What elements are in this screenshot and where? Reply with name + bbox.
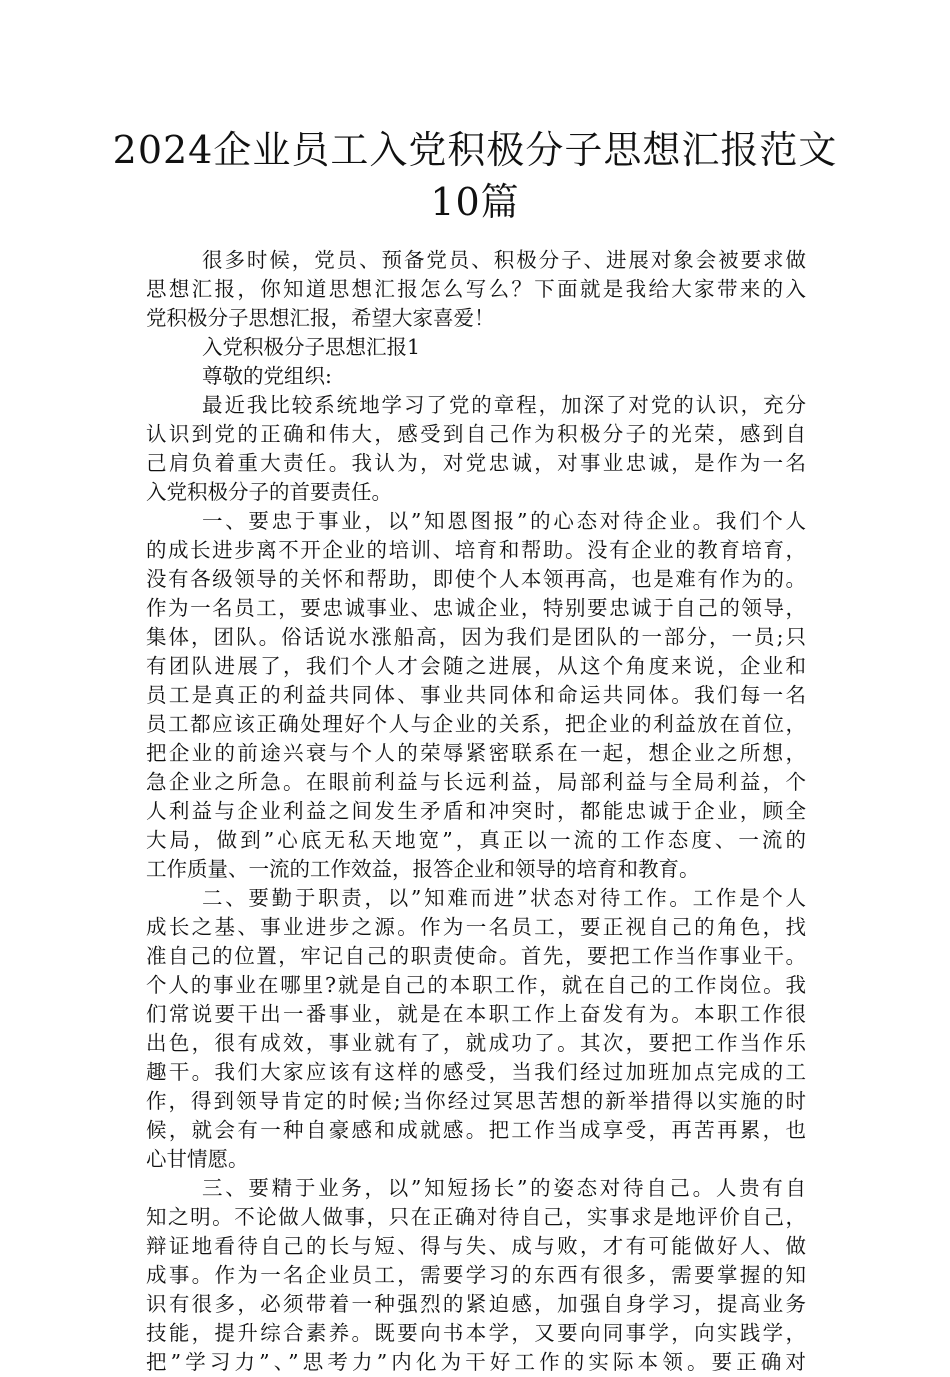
body-text-line: 人利益与企业利益之间发生矛盾和冲突时，都能忠诚于企业，顾全 — [146, 799, 806, 823]
body-text-line: 入党积极分子思想汇报1 — [202, 335, 421, 359]
body-text-line: 作为一名员工，要忠诚事业、忠诚企业，特别要忠诚于自己的领导， — [146, 596, 806, 620]
body-text-line: 技能，提升综合素养。既要向书本学，又要向同事学，向实践学， — [146, 1321, 806, 1345]
body-text-line: 们常说要干出一番事业，就是在本职工作上奋发有为。本职工作很 — [146, 1002, 806, 1026]
body-text-line: 有团队进展了，我们个人才会随之进展，从这个角度来说，企业和 — [146, 654, 806, 678]
body-text-line: 尊敬的党组织: — [202, 364, 332, 388]
body-text-line: 一、要忠于事业，以”知恩图报”的心态对待企业。我们个人 — [202, 509, 806, 533]
document-body — [146, 246, 806, 1377]
body-text-line: 员工都应该正确处理好个人与企业的关系，把企业的利益放在首位， — [146, 712, 806, 736]
body-text-line: 趣干。我们大家应该有这样的感受，当我们经过加班加点完成的工 — [146, 1060, 806, 1084]
body-text-line: 入党积极分子的首要责任。 — [146, 480, 392, 504]
body-text-line: 大局，做到”心底无私天地宽”，真正以一流的工作态度、一流的 — [146, 828, 806, 852]
body-text-line: 准自己的位置，牢记自己的职责使命。首先，要把工作当作事业干。 — [146, 944, 806, 968]
body-text-line: 很多时候，党员、预备党员、积极分子、进展对象会被要求做 — [202, 248, 806, 272]
body-text-line: 集体，团队。俗话说水涨船高，因为我们是团队的一部分，一员;只 — [146, 625, 806, 649]
body-text-line: 己肩负着重大责任。我认为，对党忠诚，对事业忠诚，是作为一名 — [146, 451, 806, 475]
body-text-line: 认识到党的正确和伟大，感受到自己作为积极分子的光荣，感到自 — [146, 422, 806, 446]
body-text-line: 个人的事业在哪里?就是自己的本职工作，就在自己的工作岗位。我 — [146, 973, 806, 997]
document-title-line-1: 2024企业员工入党积极分子思想汇报范文 — [112, 128, 838, 172]
body-text-line: 把企业的前途兴衰与个人的荣辱紧密联系在一起，想企业之所想， — [146, 741, 806, 765]
body-text-line: 二、要勤于职责，以”知难而进”状态对待工作。工作是个人 — [202, 886, 806, 910]
body-text-line: 最近我比较系统地学习了党的章程，加深了对党的认识，充分 — [202, 393, 806, 417]
body-text-line: 没有各级领导的关怀和帮助，即使个人本领再高，也是难有作为的。 — [146, 567, 806, 591]
document-title-line-2: 10篇 — [430, 180, 520, 224]
body-text-line: 成长之基、事业进步之源。作为一名员工，要正视自己的角色，找 — [146, 915, 806, 939]
body-text-line: 出色，很有成效，事业就有了，就成功了。其次，要把工作当作乐 — [146, 1031, 806, 1055]
body-text-line: 三、要精于业务，以”知短扬长”的姿态对待自己。人贵有自 — [202, 1176, 806, 1200]
body-text-line: 心甘情愿。 — [146, 1147, 249, 1171]
body-text-line: 候，就会有一种自豪感和成就感。把工作当成享受，再苦再累，也 — [146, 1118, 806, 1142]
body-text-line: 成事。作为一名企业员工，需要学习的东西有很多，需要掌握的知 — [146, 1263, 806, 1287]
body-text-line: 作，得到领导肯定的时候;当你经过冥思苦想的新举措得以实施的时 — [146, 1089, 806, 1113]
body-text-line: 工作质量、一流的工作效益，报答企业和领导的培育和教育。 — [146, 857, 700, 881]
body-text-line: 急企业之所急。在眼前利益与长远利益，局部利益与全局利益，个 — [146, 770, 806, 794]
body-text-line: 思想汇报，你知道思想汇报怎么写么？下面就是我给大家带来的入 — [146, 277, 806, 301]
body-text-line: 党积极分子思想汇报，希望大家喜爱！ — [146, 306, 495, 330]
body-text-line: 辩证地看待自己的长与短、得与失、成与败，才有可能做好人、做 — [146, 1234, 806, 1258]
body-text-line: 员工是真正的利益共同体、事业共同体和命运共同体。我们每一名 — [146, 683, 806, 707]
body-text-line: 的成长进步离不开企业的培训、培育和帮助。没有企业的教育培育， — [146, 538, 806, 562]
body-text-line: 把”学习力”、”思考力”内化为干好工作的实际本领。要正确对 — [146, 1350, 806, 1374]
body-text-line: 识有很多，必须带着一种强烈的紧迫感，加强自身学习，提高业务 — [146, 1292, 806, 1316]
body-text-line: 知之明。不论做人做事，只在正确对待自己，实事求是地评价自己， — [146, 1205, 806, 1229]
